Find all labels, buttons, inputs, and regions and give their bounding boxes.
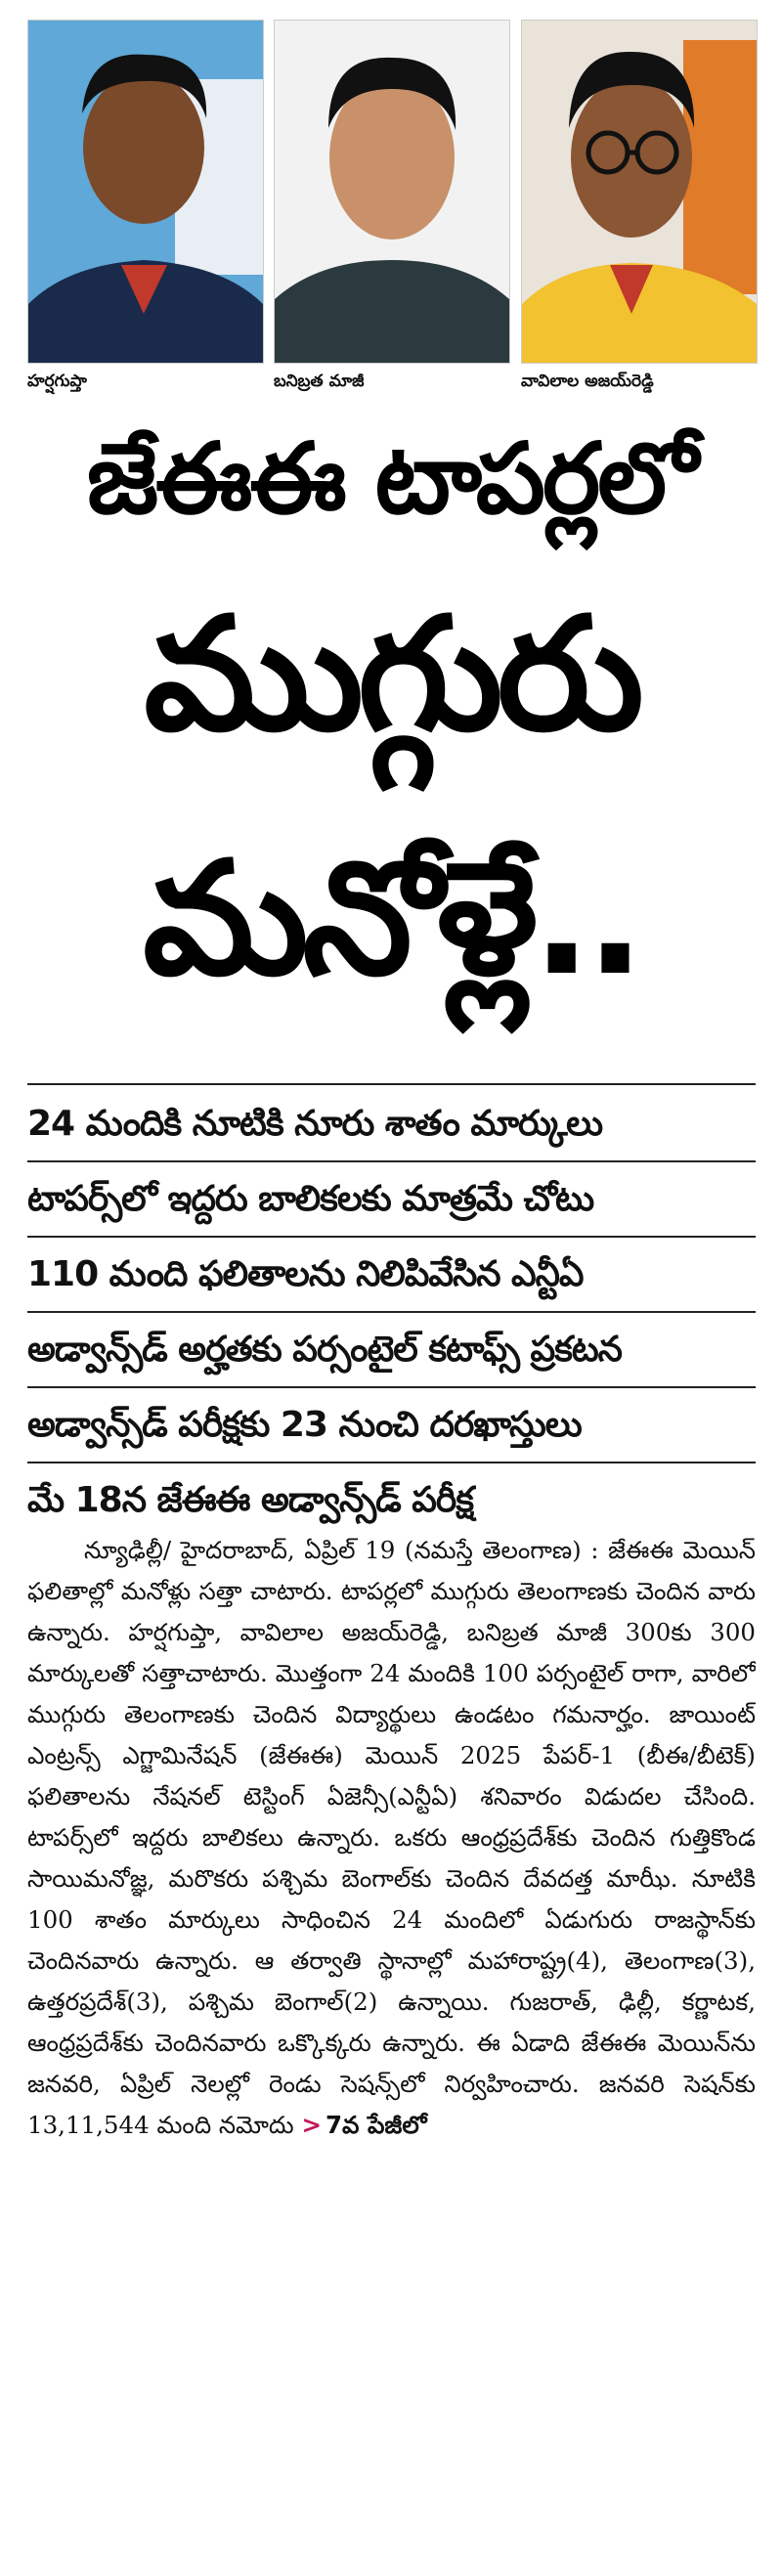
article-text: న్యూఢిల్లీ/ హైదరాబాద్, ఏప్రిల్ 19 (నమస్తే తెలంగాణ) : జేఈఈ మెయిన్ ఫలితాల్లో మనోళ్లు సత్తా చాటారు. టాపర్లలో ముగ్గురు తెలంగాణకు చెందిన వారు ఉన్నారు. హర్షగుప్తా, వావిలాల అజయ్‌రెడ్డి, బనిబ్రత మాజీ 300కు 300 మార్కులతో సత్తాచాటారు. మొత్తంగా 24 మందికి 100 పర్సంటైల్ రాగా, వారిలో ముగ్గురు తెలంగాణకు చెందిన విద్యార్థులు ఉండటం గమనార్హం. జాయింట్ ఎంట్రన్స్ ఎగ్జామినేషన్ (జేఈఈ) మెయిన్ 2025 పేపర్-1 (బీఈ/బీటెక్) ఫలితాలను నేషనల్ టెస్టింగ్ ఏజెన్సీ(ఎన్టీఏ) శనివారం విడుదల చేసింది. టాపర్స్‌లో ఇద్దరు బాలికలు ఉన్నారు. ఒకరు ఆంధ్రప్రదేశ్‌కు చెందిన గుత్తికొండ సాయిమనోజ్ఞ, మరొకరు పశ్చిమ బెంగాల్‌కు చెందిన దేవదత్త మాఝీ. నూటికి 100 శాతం మార్కులు సాధించిన 24 మందిలో ఏడుగురు రాజస్థాన్‌కు చెందినవారు ఉన్నారు. ఆ తర్వాతి స్థానాల్లో మహారాష్ట్ర(4), తెలంగాణ(3), ఉత్తరప్రదేశ్(3), పశ్చిమ బెంగాల్(2) ఉన్నాయి. గుజరాత్, ఢిల్లీ, కర్ణాటక, ఆంధ్రప్రదేశ్‌కు చెందినవారు ఒక్కొక్కరు ఉన్నారు. ఈ ఏడాది జేఈఈ మెయిన్‌ను జనవరి, ఏప్రిల్ నెలల్లో రెండు సెషన్స్‌లో నిర్వహించారు. జనవరి సెషన్‌కు 13,11,544 మంది నమోదు bbox=[27, 1536, 756, 2139]
article-body bbox=[27, 1530, 756, 2561]
subhead: టాపర్స్‌లో ఇద్దరు బాలికలకు మాత్రమే చోటు bbox=[27, 1162, 756, 1238]
caption-banibrata-maji: బనిబ్రత మాజీ bbox=[274, 371, 365, 391]
photo-banibrata-maji bbox=[274, 20, 510, 364]
arrow-icon: > bbox=[301, 2111, 322, 2139]
headline-line-2: ముగ్గురు bbox=[144, 583, 638, 765]
subhead: అడ్వాన్స్‌డ్ అర్హతకు పర్సంటైల్ కటాఫ్స్ ప్రకటన bbox=[27, 1313, 756, 1388]
headline-line-3: మనోళ్లే.. bbox=[143, 827, 639, 1010]
photo-harsha-gupta bbox=[27, 20, 264, 364]
subhead: అడ్వాన్స్‌డ్ పరీక్షకు 23 నుంచి దరఖాస్తులు bbox=[27, 1388, 756, 1463]
photo-vavilala-ajay-reddy bbox=[521, 20, 758, 364]
jump-label: 7వ పేజీలో bbox=[326, 2111, 427, 2139]
subheads-top-rule bbox=[27, 1083, 756, 1085]
caption-vavilala-ajay-reddy: వావిలాల అజయ్‌రెడ్డి bbox=[521, 371, 654, 391]
headline-line-1: జేఈఈ టాపర్లలో bbox=[86, 421, 696, 536]
subhead: 110 మంది ఫలితాలను నిలిపివేసిన ఎన్టీఏ bbox=[27, 1238, 756, 1313]
photo-strip bbox=[27, 20, 756, 362]
subhead: 24 మందికి నూటికి నూరు శాతం మార్కులు bbox=[27, 1087, 756, 1162]
photo-captions bbox=[27, 364, 756, 399]
subheads-list bbox=[27, 1087, 756, 1537]
subhead: మే 18న జేఈఈ అడ్వాన్స్‌డ్ పరీక్ష bbox=[27, 1480, 473, 1520]
caption-harsha-gupta: హర్షగుప్తా bbox=[27, 371, 87, 391]
continued-on-page-link[interactable] bbox=[301, 2111, 426, 2139]
